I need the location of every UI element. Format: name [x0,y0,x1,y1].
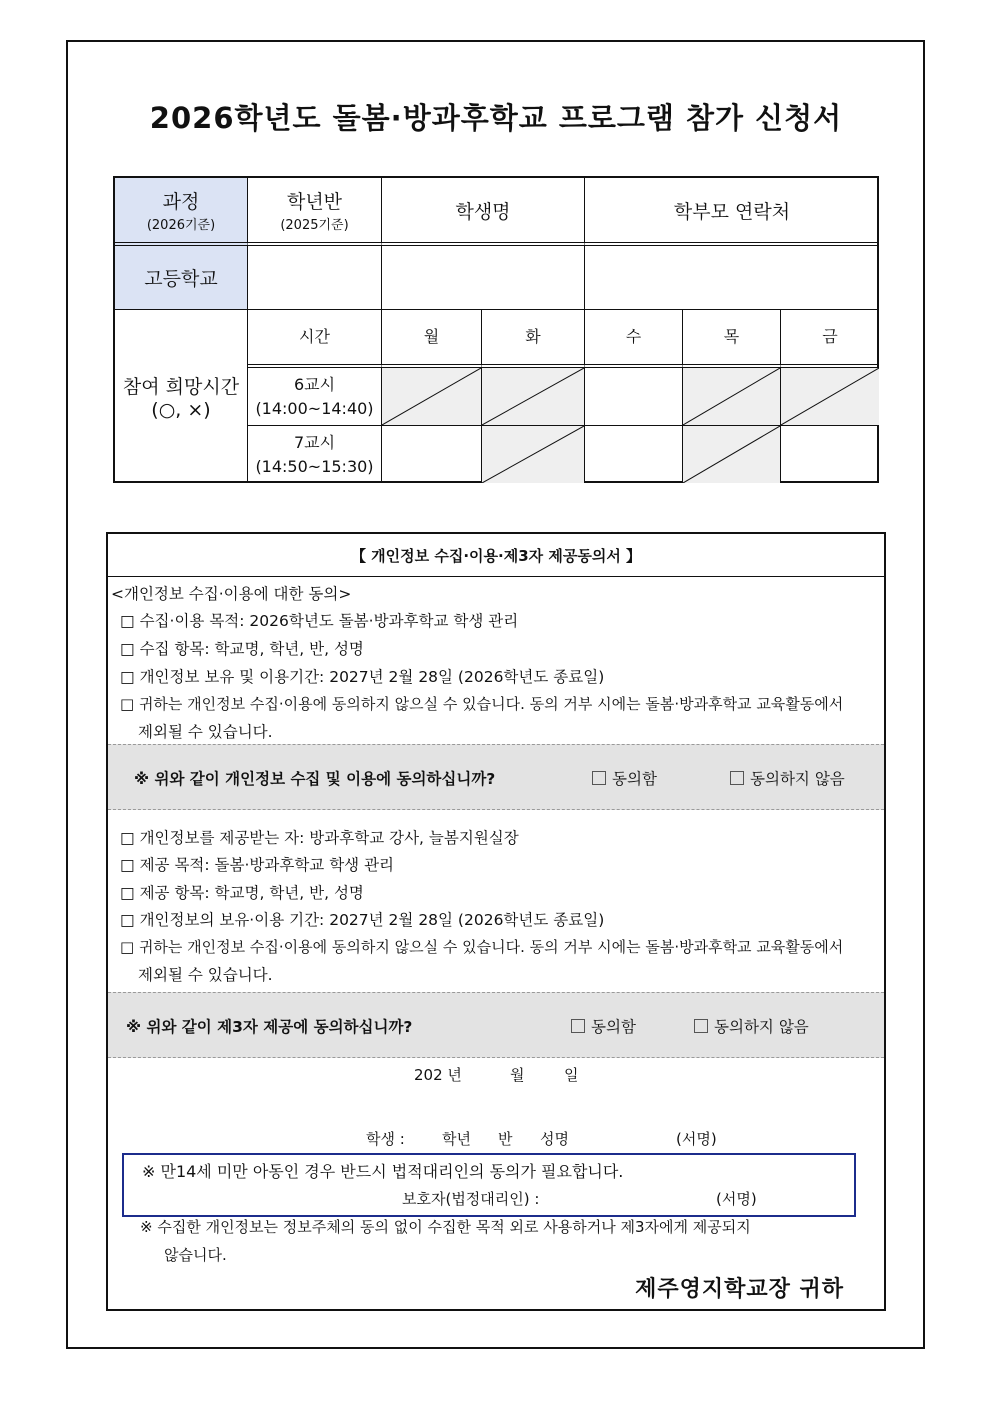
day-wed-label: 수 [625,327,642,347]
p7-mon-cell[interactable] [382,426,482,483]
q2-disagree-label: 동의하지 않음 [714,1018,809,1036]
q1-agree-option[interactable] [592,767,657,789]
header-parent-label: 학부모 연락처 [673,200,791,223]
checkbox-icon[interactable] [730,771,744,785]
under14-text: ※ 만14세 미만 아동인 경우 반드시 법적대리인의 동의가 필요합니다. [142,1162,624,1181]
q2-agree-option[interactable] [571,1015,636,1037]
footer-note: ※ 수집한 개인정보는 정보주체의 동의 없이 수집한 목적 외로 사용하거나 제3자에게 제공되지 [140,1218,751,1236]
participate-label: 참여 희망시간 [122,376,240,398]
unavailable-slash-icon [683,368,780,425]
s1-item: □ 수집·이용 목적: 2026학년도 돌봄·방과후학교 학생 관리 [120,612,519,630]
s1-item: □ 개인정보 보유 및 이용기간: 2027년 2월 28일 (2026학년도 종료일) [120,668,605,686]
question2-band [108,992,884,1058]
p7-thu-cell [683,426,781,483]
consent-box [106,532,886,1311]
student-name-input-cell[interactable] [382,246,585,310]
grade-input-cell[interactable] [248,246,382,310]
day-mon-label: 월 [423,327,440,347]
question1: ※ 위와 같이 개인정보 수집 및 이용에 동의하십니까? [134,770,496,788]
row-school [115,246,248,310]
student-class-field[interactable]: 반 [498,1130,513,1148]
day-tue-label: 화 [525,327,541,347]
student-signature[interactable]: (서명) [676,1130,717,1148]
parent-contact-input-cell[interactable] [585,246,879,310]
day-thu [683,310,781,368]
period6-label: 6교시 [293,375,336,395]
question1-band [108,744,884,810]
p7-fri-cell[interactable] [781,426,879,483]
p6-mon-cell [382,368,482,426]
unavailable-slash-icon [482,368,584,425]
q2-disagree-option[interactable] [694,1015,809,1037]
checkbox-icon[interactable] [694,1019,708,1033]
s2-item: □ 제공 목적: 돌봄·방과후학교 학생 관리 [120,856,395,874]
q2-agree-label: 동의함 [591,1018,636,1036]
date-year[interactable]: 202 년 [414,1066,462,1084]
checkbox-icon[interactable] [571,1019,585,1033]
student-sign-label: 학생 : [366,1130,405,1148]
p6-wed-cell[interactable] [585,368,683,426]
under14-notice [122,1153,856,1217]
guardian-label: 보호자(법정대리인) : [402,1190,540,1208]
header-course-note: (2026기준) [146,218,216,233]
form-title: 2026학년도 돌봄·방과후학교 프로그램 참가 신청서 [149,101,843,135]
unavailable-slash-icon [382,368,481,425]
application-table [113,176,879,483]
time-header-label: 시간 [299,327,330,347]
row-school-label: 고등학교 [144,268,218,290]
p7-wed-cell[interactable] [585,426,683,483]
principal-addressee: 제주영지학교장 귀하 [635,1276,844,1302]
date-day[interactable]: 일 [564,1066,579,1084]
s2-item: □ 귀하는 개인정보 수집·이용에 동의하지 않으실 수 있습니다. 동의 거부 시에는 돌봄·방과후학교 교육활동에서 [120,938,844,956]
period7-label: 7교시 [293,433,336,453]
student-grade-field[interactable]: 학년 [442,1130,471,1148]
p6-thu-cell [683,368,781,426]
time-header [248,310,382,368]
unavailable-slash-icon [683,426,780,483]
unavailable-slash-icon [482,426,584,483]
s1-item: □ 귀하는 개인정보 수집·이용에 동의하지 않으실 수 있습니다. 동의 거부 시에는 돌봄·방과후학교 교육활동에서 [120,695,844,713]
day-fri-label: 금 [822,327,838,347]
day-mon [382,310,482,368]
s2-item: □ 제공 항목: 학교명, 학년, 반, 성명 [120,884,364,902]
header-student-label: 학생명 [455,200,511,223]
q1-disagree-label: 동의하지 않음 [750,770,845,788]
day-tue [482,310,585,368]
consent-header: 【 개인정보 수집·이용·제3자 제공동의서 】 [108,534,884,577]
checkbox-icon[interactable] [592,771,606,785]
period7-time: (14:50~15:30) [255,456,374,476]
q1-disagree-option[interactable] [730,767,845,789]
question2: ※ 위와 같이 제3자 제공에 동의하십니까? [126,1018,413,1036]
date-month[interactable]: 월 [510,1066,525,1084]
period6-cell [248,368,382,426]
header-student [382,178,585,246]
day-wed [585,310,683,368]
header-grade-note: (2025기준) [280,218,349,233]
s1-item-cont: 제외될 수 있습니다. [138,723,273,741]
day-fri [781,310,879,368]
guardian-signature[interactable]: (서명) [716,1190,757,1208]
participate-marks: (○, ×) [151,399,211,421]
p7-tue-cell [482,426,585,483]
period7-cell [248,426,382,483]
s2-item-cont: 제외될 수 있습니다. [138,966,273,984]
period6-time: (14:00~14:40) [255,398,374,418]
participate-label-cell [115,310,248,483]
header-course-label: 과정 [162,191,200,213]
section1-title: <개인정보 수집·이용에 대한 동의> [111,585,352,603]
day-thu-label: 목 [723,327,740,347]
s2-item: □ 개인정보를 제공받는 자: 방과후학교 강사, 늘봄지원실장 [120,829,519,847]
header-parent [585,178,879,246]
footer-note-cont: 않습니다. [164,1246,227,1264]
unavailable-slash-icon [781,368,879,425]
q1-agree-label: 동의함 [612,770,657,788]
header-grade-label: 학년반 [286,191,343,213]
p6-fri-cell [781,368,879,426]
header-grade [248,178,382,246]
s2-item: □ 개인정보의 보유·이용 기간: 2027년 2월 28일 (2026학년도 종료일) [120,911,605,929]
p6-tue-cell [482,368,585,426]
student-name-field[interactable]: 성명 [540,1130,569,1148]
s1-item: □ 수집 항목: 학교명, 학년, 반, 성명 [120,640,364,658]
header-course [115,178,248,246]
